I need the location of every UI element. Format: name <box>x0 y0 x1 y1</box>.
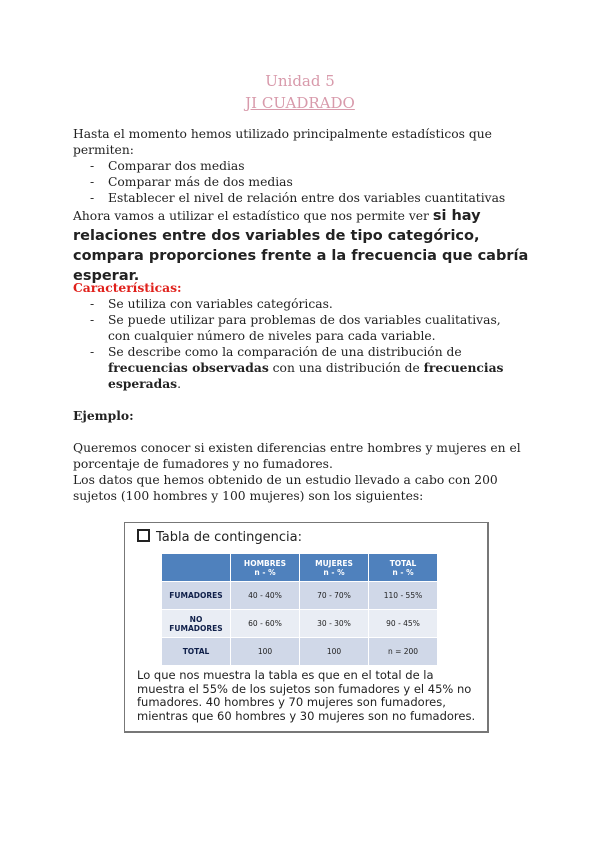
para2-bold: si hay relaciones entre dos variables de tipo categórico, compara proporciones frente a la frecuencia que cabría esperar. <box>73 208 529 284</box>
list-item: - Se utiliza con variables categóricas. <box>73 296 513 312</box>
example-heading: Ejemplo: <box>73 408 134 423</box>
list-item: - Se puede utilizar para problemas de dos variables cualitativas, con cualquier número de niveles para cada variable. <box>73 312 513 344</box>
list-item: - Establecer el nivel de relación entre dos variables cuantitativas <box>73 190 543 206</box>
list-item: - Comparar dos medias <box>73 158 543 174</box>
list-item: - Comparar más de dos medias <box>73 174 543 190</box>
example-p2: Los datos que hemos obtenido de un estudio llevado a cabo con 200 sujetos (100 hombres y 100 mujeres) son los siguientes: <box>73 473 498 503</box>
list-item: - Se describe como la comparación de una distribución de frecuencias observadas con una distribución de frecuencias esperadas. <box>73 344 513 392</box>
contingency-table: HOMBRES n - % MUJERES n - % TOTAL n - % FUMADORES 40 - 40% 70 - 70% 110 - 55% NO FUMADORES 60 - 60% 30 - 30% 90 - 45% TOTAL 100 100 n = 200 <box>161 553 438 666</box>
example-text <box>73 440 543 504</box>
para2-text: Ahora vamos a utilizar el estadístico que nos permite ver <box>73 209 433 223</box>
table-row: TOTAL 100 100 n = 200 <box>162 638 438 666</box>
characteristics-heading: Características: <box>73 280 182 295</box>
unit-subtitle: JI CUADRADO <box>245 94 355 112</box>
intro <box>73 126 543 206</box>
example-p1: Queremos conocer si existen diferencias entre hombres y mujeres en el porcentaje de fumadores y no fumadores. <box>73 441 521 471</box>
figure-text: Lo que nos muestra la tabla es que en el total de la muestra el 55% de los sujetos son fumadores y el 45% no fumadores. 40 hombres y 70 mujeres son fumadores, mientras que 60 hombres y 30 mujeres son no fumadores. <box>137 668 476 723</box>
intro-text: Hasta el momento hemos utilizado principalmente estadísticos que permiten: <box>73 127 492 157</box>
checkbox-bullet-icon <box>137 529 150 542</box>
paragraph-2 <box>73 206 543 286</box>
unit-title: Unidad 5 <box>265 72 335 90</box>
contingency-figure <box>124 522 489 733</box>
figure-caption: Tabla de contingencia: <box>137 529 302 545</box>
characteristics <box>73 280 513 392</box>
table-row: NO FUMADORES 60 - 60% 30 - 30% 90 - 45% <box>162 610 438 638</box>
table-row: FUMADORES 40 - 40% 70 - 70% 110 - 55% <box>162 582 438 610</box>
